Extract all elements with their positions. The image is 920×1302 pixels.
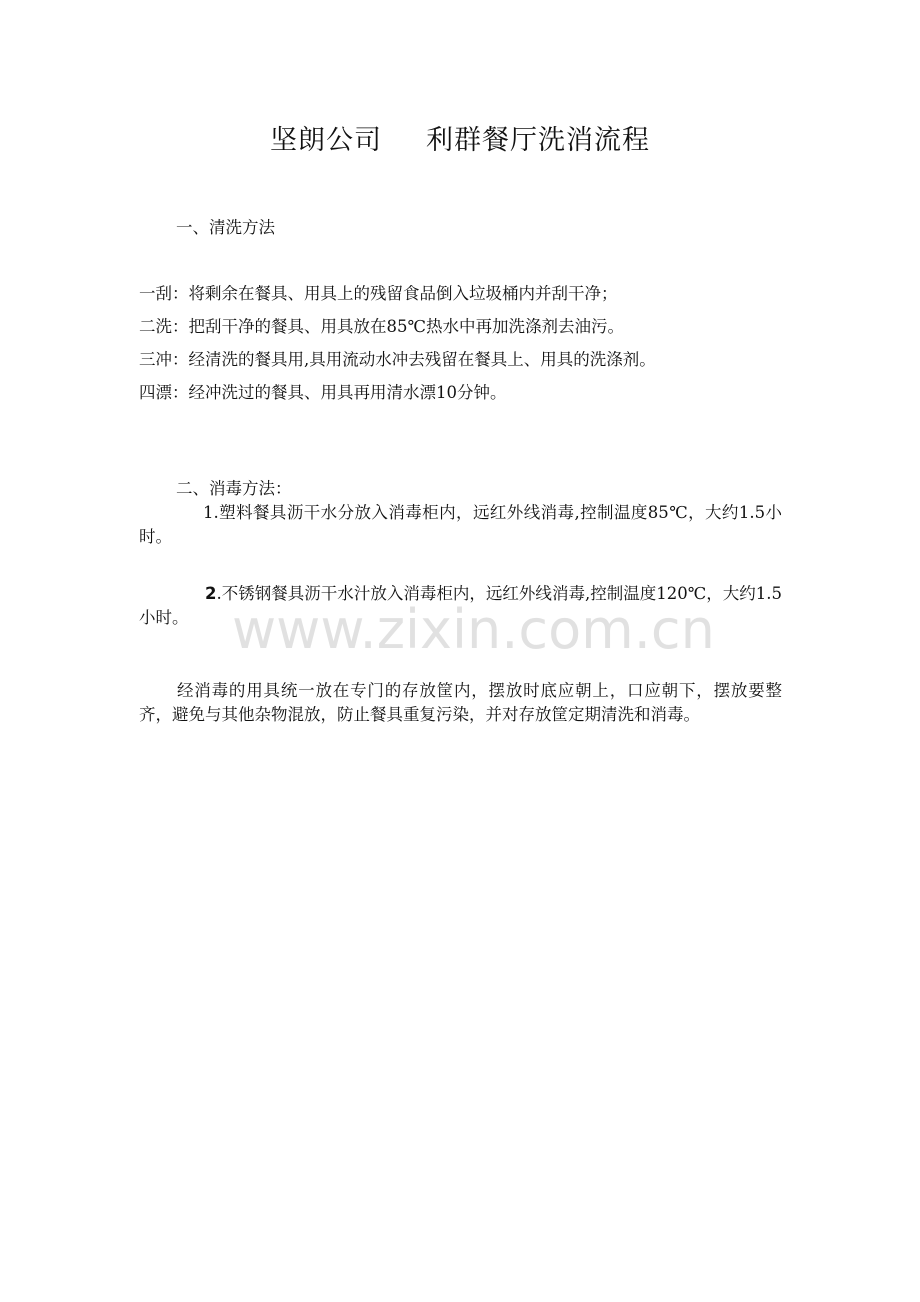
disinfect-item-steel: [139, 582, 782, 630]
watermark: www.zixin.com.cn: [232, 598, 715, 661]
title-name: 利群餐厅洗消流程: [426, 125, 650, 156]
step-rinse: 三冲：经清洗的餐具用,具用流动水冲去残留在餐具上、用具的洗涤剂。: [139, 350, 656, 369]
item-text: .不锈钢餐具沥干水汁放入消毒柜内，远红外线消毒,控制温度120℃，大约1.5小时。: [139, 584, 782, 627]
step-wash: 二洗：把刮干净的餐具、用具放在85℃热水中再加洗涤剂去油污。: [139, 317, 624, 336]
page-title: [0, 118, 920, 157]
disinfect-item-plastic: 1.塑料餐具沥干水分放入消毒柜内，远红外线消毒,控制温度85℃，大约1.5小时。: [139, 503, 782, 546]
item-number: 2: [205, 584, 217, 603]
title-company: 坚朗公司: [270, 125, 382, 156]
section1-heading: 一、清洗方法: [176, 218, 275, 237]
section2-heading: 二、消毒方法：: [176, 479, 292, 498]
step-scrape: 一刮：将剩余在餐具、用具上的残留食品倒入垃圾桶内并刮干净；: [139, 284, 618, 303]
storage-note: 经消毒的用具统一放在专门的存放筐内，摆放时底应朝上，口应朝下，摆放要整齐，避免与其他杂物混放，防止餐具重复污染，并对存放筐定期清洗和消毒。: [139, 681, 782, 724]
step-soak: 四漂：经冲洗过的餐具、用具再用清水漂10分钟。: [139, 383, 507, 402]
